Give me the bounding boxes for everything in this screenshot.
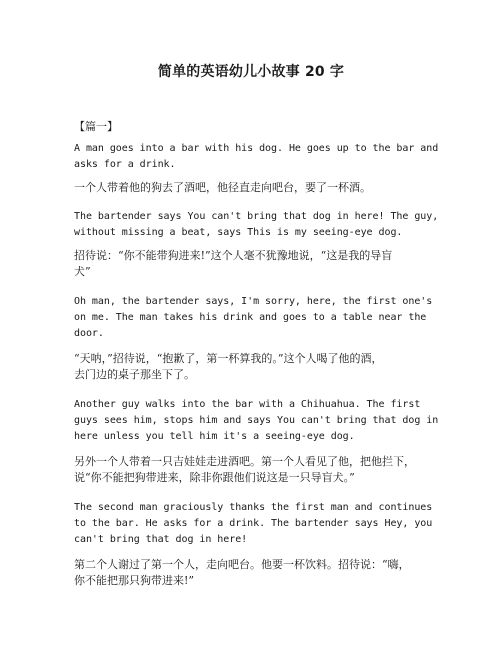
paragraph-line: The bartender says You can't bring that dog in here! The guy,	[74, 211, 439, 222]
paragraph-line: Oh man, the bartender says, I'm sorry, here, the first one's	[74, 296, 433, 307]
paragraph-line: here unless you tell him it's a seeing-eye dog.	[74, 430, 355, 442]
paragraph-en-5	[74, 500, 434, 547]
page-title: 简单的英语幼儿小故事 20 字	[157, 64, 345, 80]
paragraph-line: on me. The man takes his drink and goes to a table near the	[74, 311, 427, 323]
paragraph-en-1	[74, 141, 439, 173]
paragraph-zh-5	[74, 557, 434, 589]
paragraph-line: without missing a beat, says This is my seeing-eye dog.	[74, 226, 403, 238]
paragraph-en-3	[74, 294, 434, 341]
paragraph-line: can't bring that dog in here!	[74, 533, 248, 545]
paragraph-line: door.	[74, 327, 104, 339]
paragraph-line: 一个人带着他的狗去了酒吧，他径直走向吧台，要了一杯酒。	[74, 181, 371, 194]
section-label: 【篇一】	[74, 120, 118, 133]
paragraph-line: 招待说：“你不能带狗进来!”这个人毫不犹豫地说，“这是我的导盲	[74, 249, 393, 262]
paragraph-line: Another guy walks into the bar with a Chihuahua. The first	[74, 399, 421, 410]
paragraph-zh-1	[74, 180, 434, 196]
paragraph-zh-2	[74, 248, 434, 280]
paragraph-line: “天呐，”招待说，“抱歉了，第一杯算我的。”这个人喝了他的酒，	[74, 352, 383, 365]
paragraph-line: guys sees him, stops him and says You can't bring that dog in	[74, 414, 439, 426]
paragraph-line: 说“你不能把狗带进来，除非你跟他们说这是一只导盲犬。”	[74, 471, 355, 484]
paragraph-line: 另外一个人带着一只吉娃娃走进酒吧。第一个人看见了他，把他拦下，	[74, 455, 415, 468]
paragraph-en-2	[74, 209, 439, 241]
paragraph-line: A man goes into a bar with his dog. He goes up to the bar and	[74, 143, 439, 154]
paragraph-line: 第二个人谢过了第一个人，走向吧台。他要一杯饮料。招待说：“嗨，	[74, 558, 410, 571]
paragraph-zh-4	[74, 454, 434, 486]
paragraph-line: asks for a drink.	[74, 158, 176, 170]
paragraph-en-4	[74, 397, 439, 444]
paragraph-line: The second man graciously thanks the first man and continues	[74, 502, 433, 513]
paragraph-line: 犬”	[74, 265, 91, 278]
paragraph-line: to the bar. He asks for a drink. The bartender says Hey, you	[74, 517, 433, 529]
paragraph-zh-3	[74, 351, 434, 383]
paragraph-line: 你不能把那只狗带进来!”	[74, 574, 195, 587]
paragraph-line: 去门边的桌子那坐下了。	[74, 368, 195, 381]
